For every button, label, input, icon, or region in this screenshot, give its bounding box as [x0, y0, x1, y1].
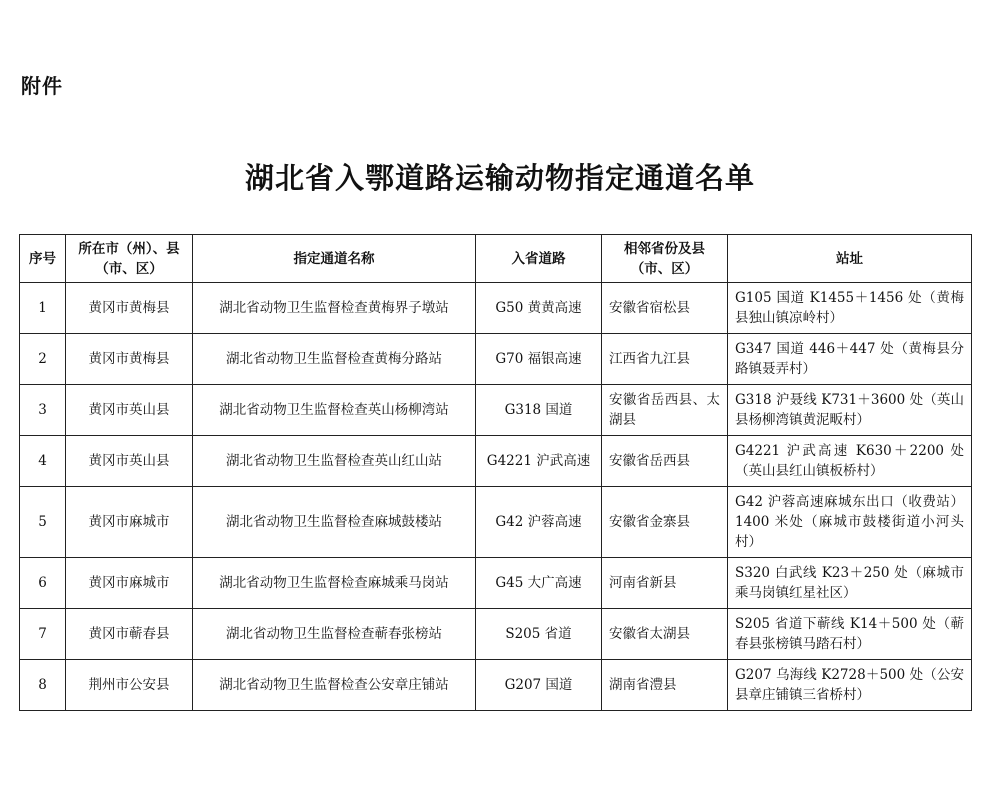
cell-address: G207 乌海线 K2728＋500 处（公安县章庄铺镇三省桥村） — [728, 660, 972, 711]
cell-address: S205 省道下蕲线 K14＋500 处（蕲春县张榜镇马踏石村） — [728, 609, 972, 660]
cell-entry-road: G50 黄黄高速 — [476, 283, 602, 334]
table-body — [20, 283, 972, 711]
table-row — [20, 283, 972, 334]
cell-address: G318 沪聂线 K731＋3600 处（英山县杨柳湾镇黄泥畈村） — [728, 385, 972, 436]
cell-location: 黄冈市黄梅县 — [66, 283, 193, 334]
header-entry-road: 入省道路 — [476, 235, 602, 283]
cell-location: 黄冈市英山县 — [66, 385, 193, 436]
cell-address: G105 国道 K1455＋1456 处（黄梅县独山镇凉岭村） — [728, 283, 972, 334]
cell-neighbor: 湖南省澧县 — [602, 660, 728, 711]
cell-location: 荆州市公安县 — [66, 660, 193, 711]
cell-channel-name: 湖北省动物卫生监督检查黄梅分路站 — [193, 334, 476, 385]
cell-address: G42 沪蓉高速麻城东出口（收费站）1400 米处（麻城市鼓楼街道小河头村） — [728, 487, 972, 558]
cell-neighbor: 安徽省金寨县 — [602, 487, 728, 558]
cell-entry-road: G42 沪蓉高速 — [476, 487, 602, 558]
table-header — [20, 235, 972, 283]
header-address: 站址 — [728, 235, 972, 283]
header-channel-name: 指定通道名称 — [193, 235, 476, 283]
cell-location: 黄冈市黄梅县 — [66, 334, 193, 385]
cell-seq: 6 — [20, 558, 66, 609]
cell-address: S320 白武线 K23＋250 处（麻城市乘马岗镇红星社区） — [728, 558, 972, 609]
cell-entry-road: G207 国道 — [476, 660, 602, 711]
table-row — [20, 660, 972, 711]
cell-seq: 5 — [20, 487, 66, 558]
table-row — [20, 558, 972, 609]
cell-channel-name: 湖北省动物卫生监督检查麻城乘马岗站 — [193, 558, 476, 609]
cell-location: 黄冈市蕲春县 — [66, 609, 193, 660]
cell-location: 黄冈市麻城市 — [66, 558, 193, 609]
header-seq: 序号 — [20, 235, 66, 283]
cell-channel-name: 湖北省动物卫生监督检查公安章庄铺站 — [193, 660, 476, 711]
cell-seq: 1 — [20, 283, 66, 334]
cell-neighbor: 安徽省宿松县 — [602, 283, 728, 334]
cell-channel-name: 湖北省动物卫生监督检查蕲春张榜站 — [193, 609, 476, 660]
header-neighbor: 相邻省份及县（市、区） — [602, 235, 728, 283]
cell-seq: 2 — [20, 334, 66, 385]
cell-address: G4221 沪武高速 K630＋2200 处（英山县红山镇板桥村） — [728, 436, 972, 487]
cell-entry-road: G318 国道 — [476, 385, 602, 436]
cell-seq: 4 — [20, 436, 66, 487]
cell-entry-road: G4221 沪武高速 — [476, 436, 602, 487]
cell-neighbor: 安徽省岳西县 — [602, 436, 728, 487]
cell-neighbor: 安徽省太湖县 — [602, 609, 728, 660]
channel-table — [19, 234, 972, 711]
table-row — [20, 334, 972, 385]
cell-neighbor: 河南省新县 — [602, 558, 728, 609]
cell-address: G347 国道 446＋447 处（黄梅县分路镇聂弄村） — [728, 334, 972, 385]
cell-location: 黄冈市英山县 — [66, 436, 193, 487]
cell-channel-name: 湖北省动物卫生监督检查麻城鼓楼站 — [193, 487, 476, 558]
table-row — [20, 487, 972, 558]
cell-channel-name: 湖北省动物卫生监督检查英山红山站 — [193, 436, 476, 487]
table-row — [20, 609, 972, 660]
cell-neighbor: 安徽省岳西县、太湖县 — [602, 385, 728, 436]
cell-seq: 8 — [20, 660, 66, 711]
table-row — [20, 385, 972, 436]
cell-channel-name: 湖北省动物卫生监督检查英山杨柳湾站 — [193, 385, 476, 436]
cell-entry-road: G70 福银高速 — [476, 334, 602, 385]
cell-entry-road: G45 大广高速 — [476, 558, 602, 609]
cell-location: 黄冈市麻城市 — [66, 487, 193, 558]
cell-neighbor: 江西省九江县 — [602, 334, 728, 385]
attachment-label: 附件 — [21, 74, 63, 98]
cell-entry-road: S205 省道 — [476, 609, 602, 660]
header-location: 所在市（州）、县（市、区） — [66, 235, 193, 283]
cell-channel-name: 湖北省动物卫生监督检查黄梅界子墩站 — [193, 283, 476, 334]
document-title: 湖北省入鄂道路运输动物指定通道名单 — [244, 161, 755, 195]
cell-seq: 3 — [20, 385, 66, 436]
cell-seq: 7 — [20, 609, 66, 660]
header-row — [20, 235, 972, 283]
table-row — [20, 436, 972, 487]
